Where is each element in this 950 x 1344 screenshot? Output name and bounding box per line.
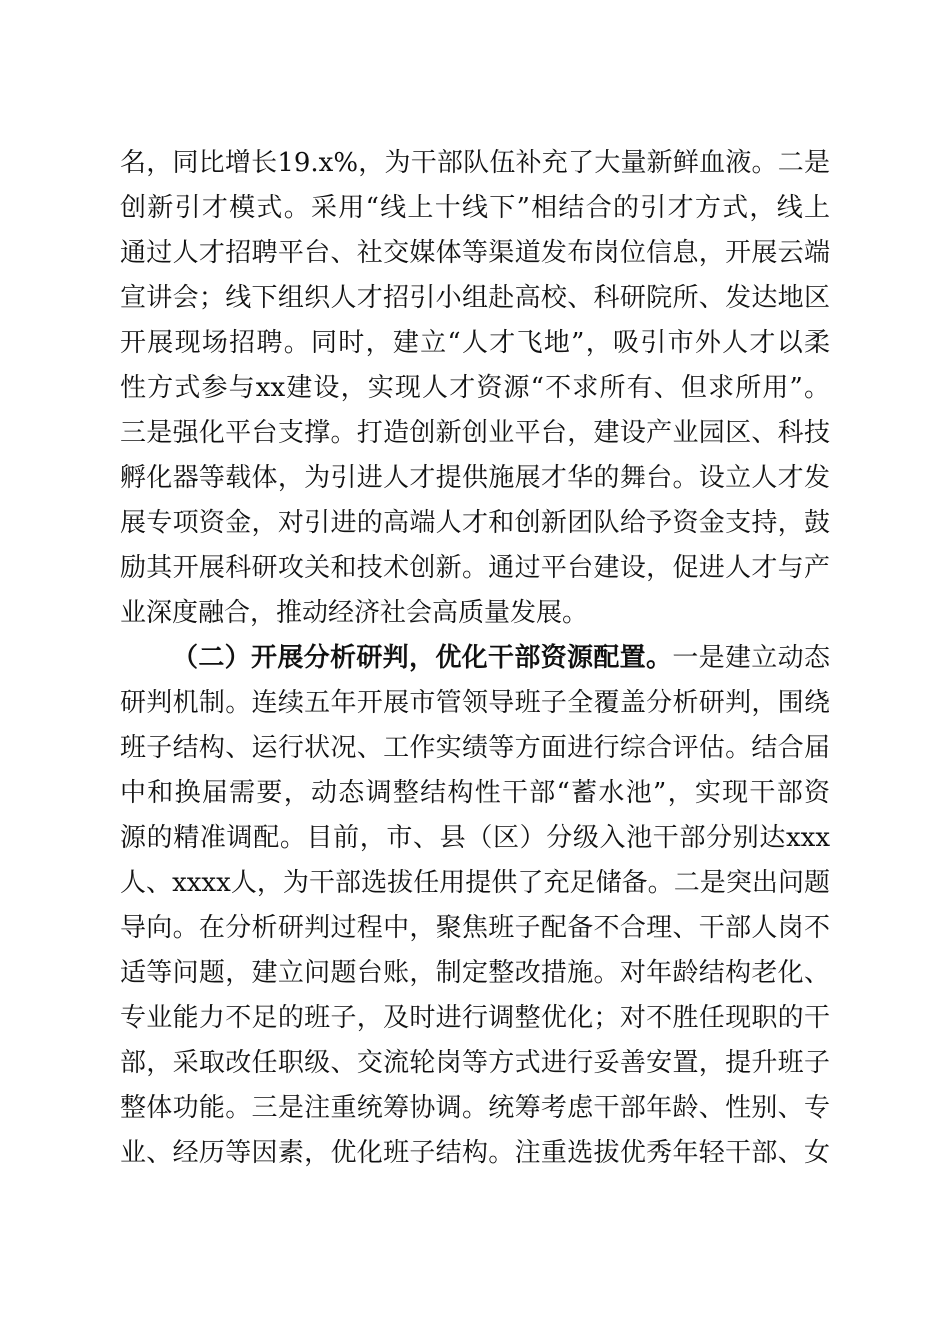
paragraph-line: 展专项资金，对引进的高端人才和创新团队给予资金支持，鼓 (120, 508, 830, 538)
paragraph-line: 孵化器等载体，为引进人才提供施展才华的舞台。设立人才发 (120, 463, 830, 493)
section-heading-continuation: 一是建立动态 (672, 643, 830, 673)
paragraph-line: 业、经历等因素，优化班子结构。注重选拔优秀年轻干部、女 (120, 1138, 830, 1168)
paragraph-line: 部，采取改任职级、交流轮岗等方式进行妥善安置，提升班子 (120, 1048, 830, 1078)
paragraph-line: 源的精准调配。目前，市、县（区）分级入池干部分别达xxx (120, 823, 830, 853)
paragraph-line: 性方式参与xx建设，实现人才资源“不求所有、但求所用”。 (120, 373, 830, 403)
paragraph-line: 业深度融合，推动经济社会高质量发展。 (120, 598, 589, 628)
paragraph-line: 通过人才招聘平台、社交媒体等渠道发布岗位信息，开展云端 (120, 238, 830, 268)
paragraph-line: 开展现场招聘。同时，建立“人才飞地”，吸引市外人才以柔 (120, 328, 830, 358)
section-heading: （二）开展分析研判，优化干部资源配置。 (172, 643, 673, 673)
paragraph-line: 励其开展科研攻关和技术创新。通过平台建设，促进人才与产 (120, 553, 830, 583)
paragraph-line: 宣讲会；线下组织人才招引小组赴高校、科研院所、发达地区 (120, 283, 830, 313)
paragraph-line: 研判机制。连续五年开展市管领导班子全覆盖分析研判，围绕 (120, 688, 830, 718)
paragraph-line: 三是强化平台支撑。打造创新创业平台，建设产业园区、科技 (120, 418, 830, 448)
paragraph-line: 适等问题，建立问题台账，制定整改措施。对年龄结构老化、 (120, 958, 830, 988)
paragraph-line: 中和换届需要，动态调整结构性干部“蓄水池”，实现干部资 (120, 778, 830, 808)
paragraph-line: 班子结构、运行状况、工作实绩等方面进行综合评估。结合届 (120, 733, 830, 763)
paragraph-line: 名，同比增长19.x%，为干部队伍补充了大量新鲜血液。二是 (120, 148, 830, 178)
section-heading-line (172, 640, 830, 676)
paragraph-line: 整体功能。三是注重统筹协调。统筹考虑干部年龄、性别、专 (120, 1093, 830, 1123)
paragraph-line: 创新引才模式。采用“线上十线下”相结合的引才方式，线上 (120, 193, 830, 223)
paragraph-line: 人、xxxx人，为干部选拔任用提供了充足储备。二是突出问题 (120, 868, 830, 898)
paragraph-line: 专业能力不足的班子，及时进行调整优化；对不胜任现职的干 (120, 1003, 830, 1033)
paragraph-line: 导向。在分析研判过程中，聚焦班子配备不合理、干部人岗不 (120, 913, 830, 943)
